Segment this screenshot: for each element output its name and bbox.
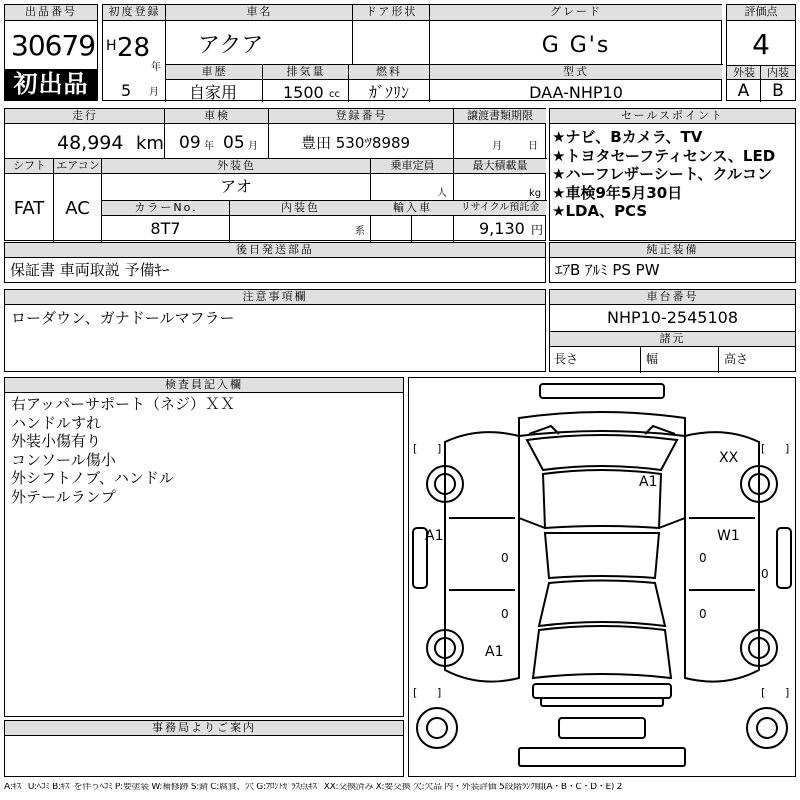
first-reg-year-unit: 年	[151, 62, 161, 73]
sales-point-item: ★車検9年5月30日	[552, 183, 683, 202]
transfer-label: 譲渡書類期限	[454, 109, 546, 124]
inspector-notes	[4, 377, 404, 717]
inspector-item: 右アッパーサポート（ネジ）ＸＸ	[11, 395, 235, 413]
height-label: 高さ	[724, 352, 749, 366]
lot-block	[4, 4, 98, 101]
later-parts-label: 後日発送部品	[5, 243, 545, 258]
fuel-value: ｶﾞｿﾘﾝ	[369, 83, 410, 102]
color-no-value: 8T7	[150, 219, 181, 238]
legend: A:ｷｽﾞ U:ﾍｺﾐ B:ｷｽﾞを伴うﾍｺﾐ P:要塗装 W:補修跡 S:錆 C:腐食、穴 G:ﾌﾛﾝﾄｶﾞﾗｽ点ｷｽﾞ XX:交換済み X:要交換 欠:欠品 内・外装評価 5段階ﾗﾝｸ順(A・B・C・D・E) 2	[4, 783, 623, 792]
inspector-item: ハンドルすれ	[11, 413, 102, 432]
grade-label: グレード	[430, 5, 722, 21]
inspector-label: 検査員記入欄	[5, 378, 403, 393]
first-reg-year: 28	[117, 33, 151, 63]
interior-grade-value: B	[772, 81, 784, 101]
first-reg-label: 初度登録	[103, 5, 166, 21]
capacity-label: 乗車定員	[371, 159, 454, 174]
int-color-label: 内装色	[230, 201, 371, 216]
inspection-month-unit: 月	[248, 141, 258, 152]
sales-point-item: ★ハーフレザーシート、クルコン	[552, 165, 772, 183]
chassis-value: NHP10-2545108	[606, 308, 739, 327]
exterior-grade-value: A	[737, 81, 750, 101]
top-table	[102, 4, 722, 101]
model-code-value: DAA-NHP10	[529, 83, 623, 102]
svg-text:]: ]	[785, 442, 790, 455]
score-block	[726, 4, 796, 101]
detail-table	[4, 108, 546, 241]
plate-value: 豊田 530ﾂ8989	[301, 134, 411, 152]
svg-text:[: [	[761, 442, 766, 455]
notes-label: 注意事項欄	[5, 290, 545, 305]
damage-mark-xx: XX	[719, 450, 739, 466]
displacement-value: 1500	[283, 83, 324, 102]
inspection-year-unit: 年	[204, 141, 214, 152]
svg-text:[: [	[413, 442, 418, 455]
svg-text:]: ]	[437, 686, 442, 699]
transfer-day-unit: 日	[528, 141, 538, 152]
lot-label: 出品番号	[5, 5, 97, 21]
damage-mark-zero: 0	[699, 551, 707, 565]
dimensions-label: 諸元	[550, 332, 795, 347]
car-outline-diagram	[409, 378, 795, 776]
ac-value: AC	[65, 198, 90, 219]
inspector-item: 外装小傷有り	[11, 432, 102, 450]
ext-color-value: アオ	[220, 177, 252, 196]
ext-color-label: 外装色	[102, 159, 371, 174]
chassis-label: 車台番号	[550, 290, 795, 305]
sales-points-list	[552, 128, 775, 221]
first-listing-badge: 初出品	[5, 69, 97, 100]
inspector-item: 外テールランプ	[11, 487, 116, 506]
damage-mark-zero: 0	[699, 607, 707, 621]
load-unit: kg	[529, 188, 542, 199]
damage-mark-a1-left: A1	[425, 528, 444, 544]
displacement-unit: cc	[329, 89, 340, 100]
svg-text:]: ]	[785, 686, 790, 699]
model-code-label: 型式	[430, 65, 722, 80]
length-label: 長さ	[554, 352, 579, 366]
genuine-equip-label: 純正装備	[550, 243, 795, 258]
history-value: 自家用	[189, 83, 238, 102]
recycle-unit: 円	[531, 223, 544, 237]
recycle-value: 9,130	[479, 219, 525, 238]
damage-mark-zero: 0	[761, 567, 769, 581]
damage-mark-w1: W1	[717, 528, 740, 544]
displacement-label: 排気量	[263, 65, 349, 80]
score-label: 評価点	[727, 5, 795, 21]
genuine-equip-value: ｴｱB ｱﾙﾐ PS PW	[555, 261, 660, 279]
later-parts	[4, 242, 546, 283]
interior-label: 内装	[761, 66, 795, 80]
transfer-month-unit: 月	[492, 141, 502, 152]
mileage-value: 48,994	[57, 132, 124, 154]
svg-text:[: [	[761, 686, 766, 699]
score-value: 4	[752, 28, 770, 61]
inspection-label: 車検	[165, 109, 269, 124]
first-reg-month-unit: 月	[149, 87, 159, 98]
car-name-label: 車名	[166, 5, 353, 21]
damage-mark-zero: 0	[501, 607, 509, 621]
damage-mark-a1-rear: A1	[485, 644, 504, 660]
inspector-item: 外シフトノブ、ハンドル	[11, 469, 174, 487]
office-label: 事務局よりご案内	[5, 721, 403, 736]
genuine-equipment	[549, 242, 796, 283]
later-parts-value: 保証書 車両取説 予備ｷｰ	[10, 261, 170, 279]
shift-value: FAT	[13, 198, 45, 219]
lot-number: 30679	[11, 29, 96, 62]
shift-label: シフト	[5, 159, 54, 174]
svg-text:[: [	[413, 686, 418, 699]
import-label: 輸入車	[371, 201, 454, 216]
recycle-label: リサイクル預託金	[454, 201, 546, 216]
load-label: 最大積載量	[454, 159, 546, 174]
sales-points	[549, 108, 796, 241]
color-no-label: カラーNo.	[102, 201, 230, 216]
plate-label: 登録番号	[269, 109, 454, 124]
chassis-block	[549, 289, 796, 372]
first-reg-era: H	[106, 38, 117, 54]
grade-value: G G's	[541, 33, 611, 58]
int-color-unit: 系	[355, 226, 365, 237]
first-reg-month: 5	[121, 81, 132, 100]
ac-label: エアコン	[54, 159, 102, 174]
sales-point-item: ★LDA、PCS	[552, 202, 648, 220]
inspection-month: 05	[223, 133, 245, 153]
notes	[4, 289, 546, 372]
sales-points-label: セールスポイント	[550, 109, 795, 124]
svg-text:]: ]	[437, 442, 442, 455]
capacity-unit: 人	[437, 188, 447, 199]
inspection-year: 09	[179, 133, 201, 153]
mileage-unit: km	[136, 133, 164, 154]
mileage-label: 走行	[5, 109, 165, 124]
fuel-label: 燃料	[349, 65, 429, 80]
damage-mark-zero: 0	[501, 551, 509, 565]
car-diagram	[408, 377, 796, 777]
car-name-value: アクア	[198, 33, 264, 58]
width-label: 幅	[646, 352, 659, 366]
inspector-list	[11, 395, 235, 506]
notes-value: ローダウン、ガナドールマフラー	[11, 309, 235, 327]
sales-point-item: ★ナビ、Bカメラ、TV	[552, 128, 703, 146]
inspector-item: コンソール傷小	[11, 450, 116, 469]
history-label: 車歴	[166, 65, 263, 80]
office-notes	[4, 720, 404, 777]
damage-mark-a1-hood: A1	[639, 474, 658, 490]
sales-point-item: ★トヨタセーフティセンス、LED	[552, 146, 776, 165]
exterior-label: 外装	[727, 66, 761, 80]
door-label: ドア形状	[353, 5, 430, 21]
